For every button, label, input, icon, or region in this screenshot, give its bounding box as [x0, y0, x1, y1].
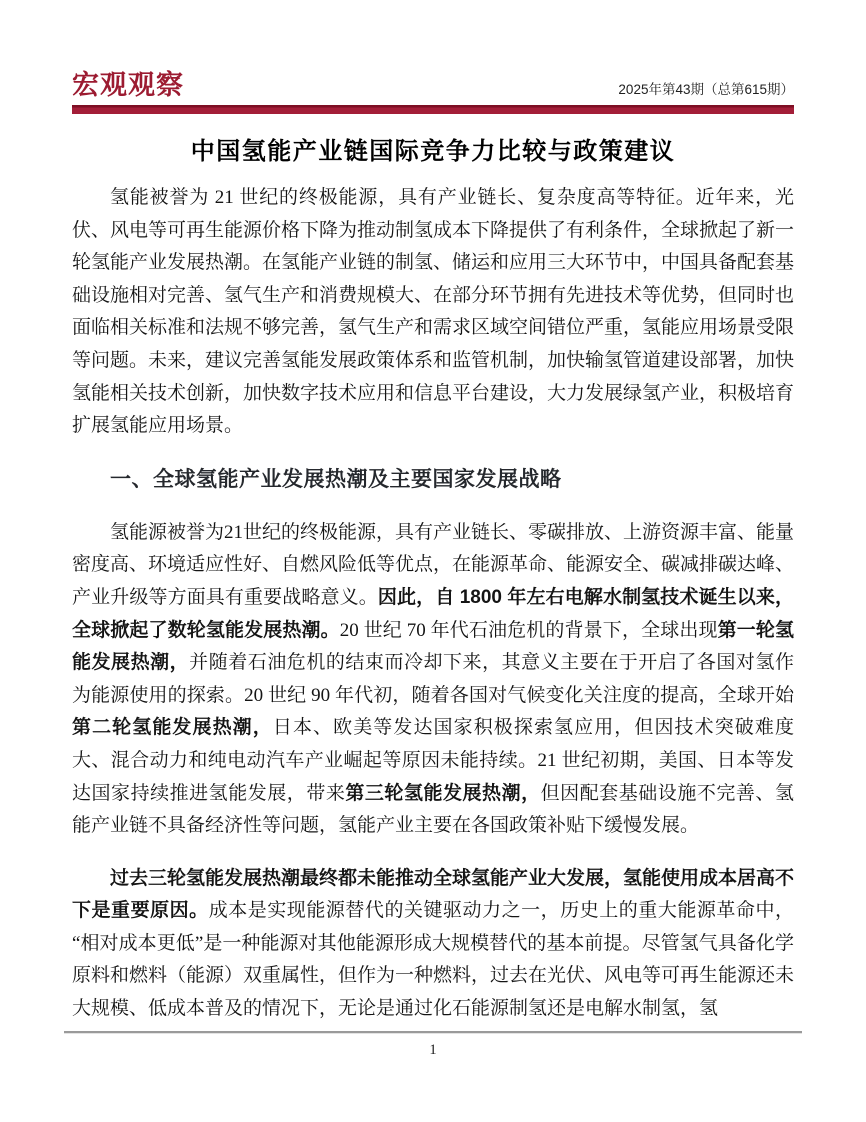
bold-text-run: 因此，自 1800 年左右电解水制氢技术诞生以来，全球掀起了数轮氢能发展热潮。 — [72, 586, 794, 641]
issue-label: 2025年第43期（总第615期） — [618, 82, 794, 97]
section-1-heading: 一、全球氢能产业发展热潮及主要国家发展战略 — [110, 467, 562, 491]
bold-text-run: 第二轮氢能发展热潮， — [72, 717, 273, 739]
section-1-paragraph-1 — [72, 517, 794, 843]
publication-brand: 宏观观察 — [72, 70, 184, 100]
text-run: 20 世纪 70 年代石油危机的背景下，全球出现 — [339, 619, 718, 641]
bold-text-run: 第三轮氢能发展热潮， — [345, 782, 541, 804]
text-run: 日本、欧美等发达国家积极探索氢应用，但因技术突破难度大、混合动力和纯电动汽车产业崛起等原因未能持续。21 世纪初期，美国、日本等发达国家持续推进氢能发展，带来 — [72, 717, 794, 804]
text-run: 但因配套基础设施不完善、氢能产业链不具备经济性等问题，氢能产业主要在各国政策补贴下缓慢发展。 — [72, 782, 794, 837]
text-run: 并随着石油危机的结束而冷却下来，其意义主要在于开启了各国对氢作为能源使用的探索。20 世纪 90 年代初，随着各国对气候变化关注度的提高，全球开始 — [72, 652, 794, 706]
text-run: 氢能源被誉为21世纪的终极能源，具有产业链长、零碳排放、上游资源丰富、能量密度高、环境适应性好、自燃风险低等优点，在能源革命、能源安全、碳减排碳达峰、产业升级等方面具有重要战略意义。 — [72, 521, 795, 608]
footer — [64, 1031, 802, 1059]
page-title: 中国氢能产业链国际竞争力比较与政策建议 — [190, 138, 676, 165]
section-1-paragraph-2 — [72, 863, 794, 1026]
page-number: 1 — [429, 1042, 437, 1058]
bold-text-run: 第一轮氢能发展热潮， — [72, 619, 794, 674]
bold-text-run: 过去三轮氢能发展热潮最终都未能推动全球氢能产业大发展，氢能使用成本居高不下是重要原因。 — [72, 867, 795, 922]
abstract-paragraph: 氢能被誉为 21 世纪的终极能源，具有产业链长、复杂度高等特征。近年来，光伏、风电等可再生能源价格下降为推动制氢成本下降提供了有利条件，全球掀起了新一轮氢能产业发展热潮。在氢能产业链的制氢、储运和应用三大环节中，中国具备配套基础设施相对完善、氢气生产和消费规模大、在部分环节拥有先进技术等优势，但同时也面临相关标准和法规不够完善，氢气生产和需求区域空间错位严重，氢能应用场景受限等问题。未来，建议完善氢能发展政策体系和监管机制，加快输氢管道建设部署，加快氢能相关技术创新，加快数字技术应用和信息平台建设，大力发展绿氢产业，积极培育扩展氢能应用场景。 — [72, 187, 795, 437]
header-rule — [72, 105, 794, 114]
footer-rule — [64, 1031, 802, 1034]
masthead — [72, 70, 794, 100]
text-run: 成本是实现能源替代的关键驱动力之一，历史上的重大能源革命中，“相对成本更低”是一种能源对其他能源形成大规模替代的基本前提。尽管氢气具备化学原料和燃料（能源）双重属性，但作为一种燃料，过去在光伏、风电等可再生能源还未大规模、低成本普及的情况下，无论是通过化石能源制氢还是电解水制氢，氢 — [72, 900, 795, 1020]
